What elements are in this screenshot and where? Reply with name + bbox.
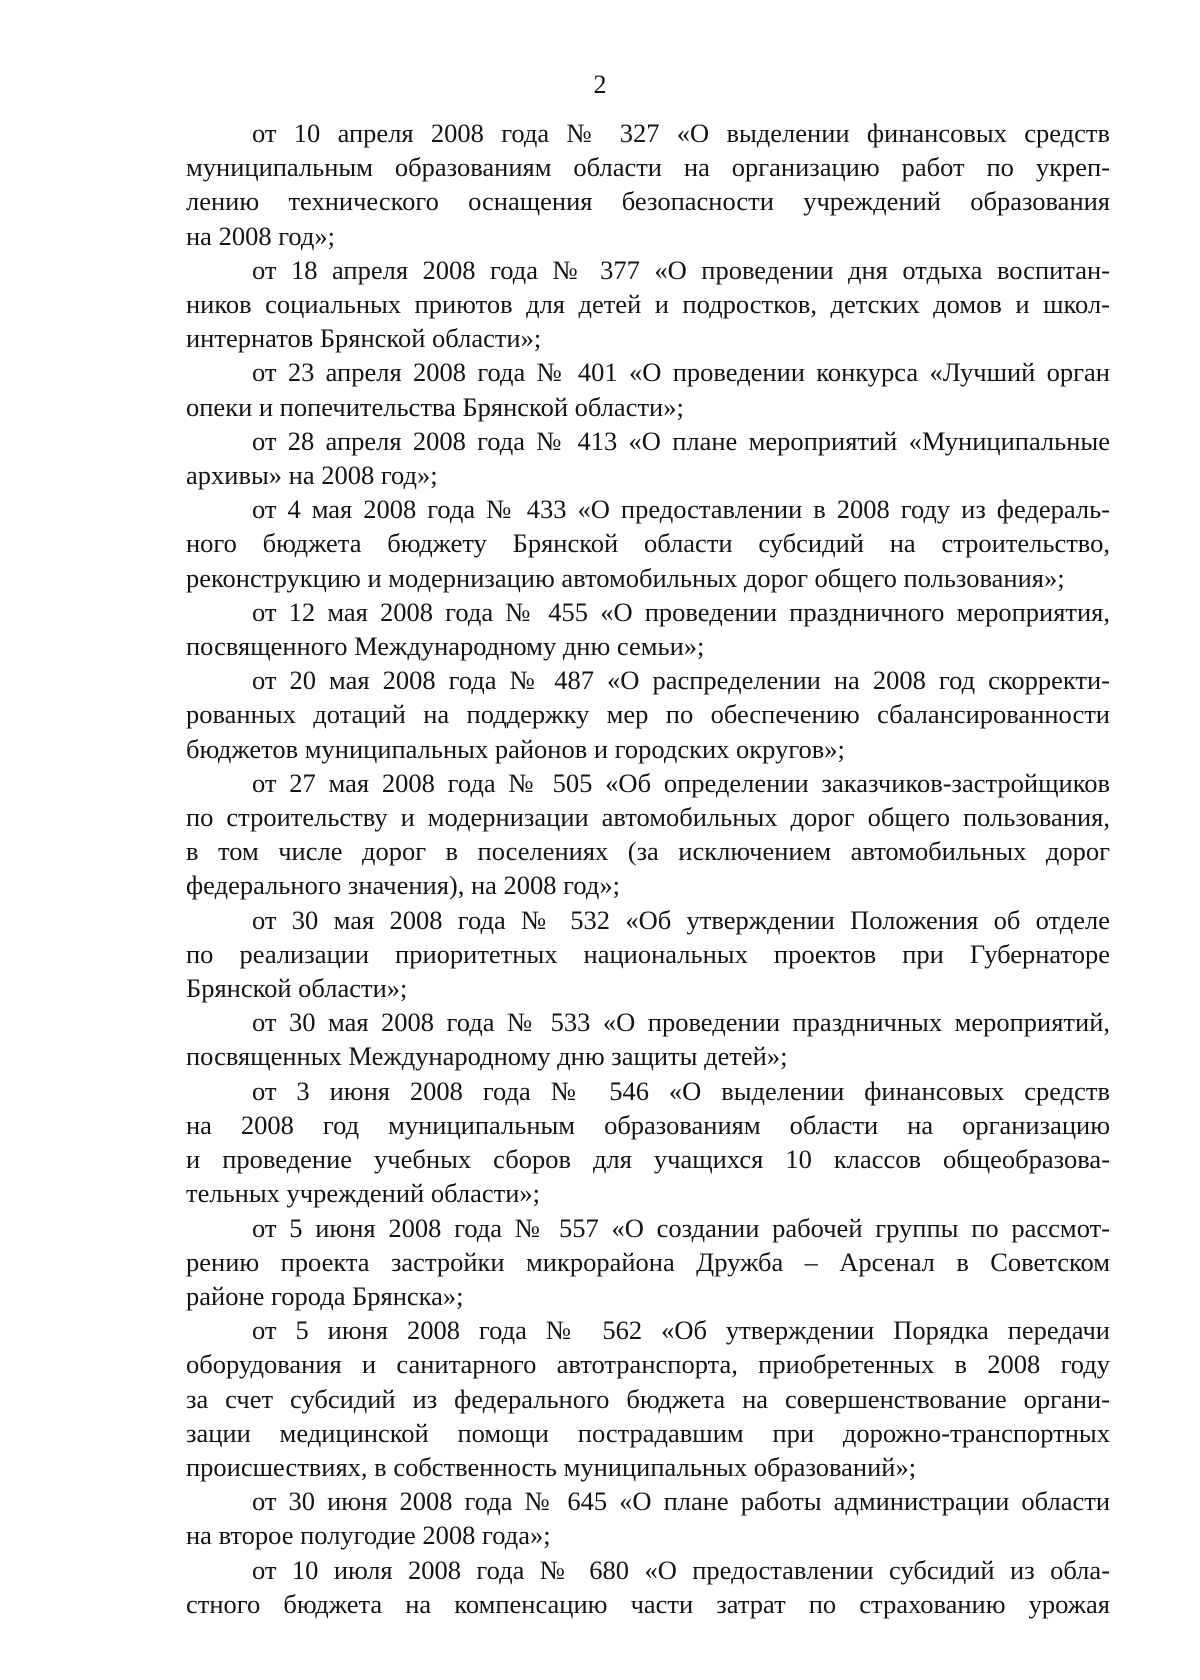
decree-paragraph [186, 424, 1110, 492]
decree-paragraph [186, 492, 1110, 595]
text-line: от 3 июня 2008 года № 546 «О выделении финансовых средств [252, 1075, 1110, 1106]
text-line: от 27 мая 2008 года № 505 «Об определении заказчиков-застройщиков [252, 767, 1110, 798]
text-line: интернатов Брянской области»; [186, 323, 542, 354]
text-line: происшествиях, в собственность муниципальных образований»; [186, 1451, 917, 1482]
text-line: по реализации приоритетных национальных проектов при Губернаторе [186, 938, 1110, 969]
text-line: за счет субсидий из федерального бюджета на совершенствование органи- [186, 1383, 1110, 1414]
text-line: от 12 мая 2008 года № 455 «О проведении праздничного мероприятия, [252, 596, 1110, 627]
decree-paragraph [186, 116, 1110, 253]
text-line: от 5 июня 2008 года № 562 «Об утверждении Порядка передачи [252, 1315, 1110, 1346]
text-line: ного бюджета бюджету Брянской области субсидий на строительство, [186, 528, 1110, 559]
text-line: на второе полугодие 2008 года»; [186, 1520, 551, 1551]
decree-paragraph [186, 1211, 1110, 1314]
text-line: от 10 апреля 2008 года № 327 «О выделении финансовых средств [252, 118, 1110, 148]
text-line: от 5 июня 2008 года № 557 «О создании рабочей группы по рассмот- [252, 1212, 1110, 1243]
decree-paragraph [186, 253, 1110, 356]
decree-paragraph [186, 1005, 1110, 1073]
text-line: посвященного Международному дню семьи»; [186, 631, 705, 662]
text-line: на 2008 год»; [186, 220, 335, 251]
text-line: оборудования и санитарного автотранспорта, приобретенных в 2008 году [186, 1349, 1110, 1380]
text-line: тельных учреждений области»; [186, 1178, 541, 1209]
decree-paragraph [186, 1074, 1110, 1211]
text-line: реконструкцию и модернизацию автомобильных дорог общего пользования»; [186, 562, 1065, 593]
text-line: от 28 апреля 2008 года № 413 «О плане мероприятий «Муниципальные [252, 425, 1110, 456]
text-line: в том числе дорог в поселениях (за исключением автомобильных дорог [186, 836, 1110, 867]
text-line: опеки и попечительства Брянской области»; [186, 391, 684, 422]
text-line: Брянской области»; [186, 973, 408, 1004]
decree-paragraph [186, 766, 1110, 903]
text-line: от 18 апреля 2008 года № 377 «О проведении дня отдыха воспитан- [252, 254, 1110, 285]
text-line: зации медицинской помощи пострадавшим при дорожно-транспортных [186, 1417, 1110, 1448]
text-line: от 30 мая 2008 года № 532 «Об утверждении Положения об отделе [252, 904, 1110, 935]
decree-paragraph [186, 1484, 1110, 1552]
decree-paragraph [186, 903, 1110, 1006]
decree-paragraph [186, 1313, 1110, 1484]
decree-paragraph [186, 595, 1110, 663]
text-line: от 4 мая 2008 года № 433 «О предоставлении в 2008 году из федераль- [252, 494, 1110, 525]
text-line: бюджетов муниципальных районов и городских округов»; [186, 733, 845, 764]
text-line: на 2008 год муниципальным образованиям области на организацию [186, 1109, 1110, 1140]
text-line: от 10 июля 2008 года № 680 «О предоставлении субсидий из обла- [252, 1554, 1110, 1585]
decree-paragraph [186, 1553, 1110, 1621]
text-line: лению технического оснащения безопасности учреждений образования [186, 186, 1110, 217]
text-line: от 30 июня 2008 года № 645 «О плане работы администрации области [252, 1486, 1110, 1517]
decree-paragraph [186, 355, 1110, 423]
text-line: муниципальным образованиям области на организацию работ по укреп- [186, 152, 1110, 183]
page-number: 2 [593, 70, 607, 99]
document-body [186, 116, 1110, 1621]
text-line: федерального значения), на 2008 год»; [186, 870, 620, 901]
text-line: районе города Брянска»; [186, 1280, 464, 1311]
text-line: посвященных Международному дню защиты детей»; [186, 1041, 788, 1072]
text-line: от 20 мая 2008 года № 487 «О распределении на 2008 год скорректи- [252, 665, 1110, 696]
text-line: и проведение учебных сборов для учащихся 10 классов общеобразова- [186, 1144, 1110, 1175]
text-line: стного бюджета на компенсацию части затрат по страхованию урожая [186, 1588, 1110, 1619]
text-line: рению проекта застройки микрорайона Дружба – Арсенал в Советском [186, 1246, 1110, 1277]
text-line: рованных дотаций на поддержку мер по обеспечению сбалансированности [186, 699, 1110, 730]
text-line: от 23 апреля 2008 года № 401 «О проведении конкурса «Лучший орган [252, 357, 1110, 388]
text-line: от 30 мая 2008 года № 533 «О проведении праздничных мероприятий, [252, 1007, 1110, 1038]
text-line: ников социальных приютов для детей и подростков, детских домов и школ- [186, 289, 1110, 320]
decree-paragraph [186, 663, 1110, 766]
text-line: архивы» на 2008 год»; [186, 460, 438, 491]
text-line: по строительству и модернизации автомобильных дорог общего пользования, [186, 802, 1110, 833]
